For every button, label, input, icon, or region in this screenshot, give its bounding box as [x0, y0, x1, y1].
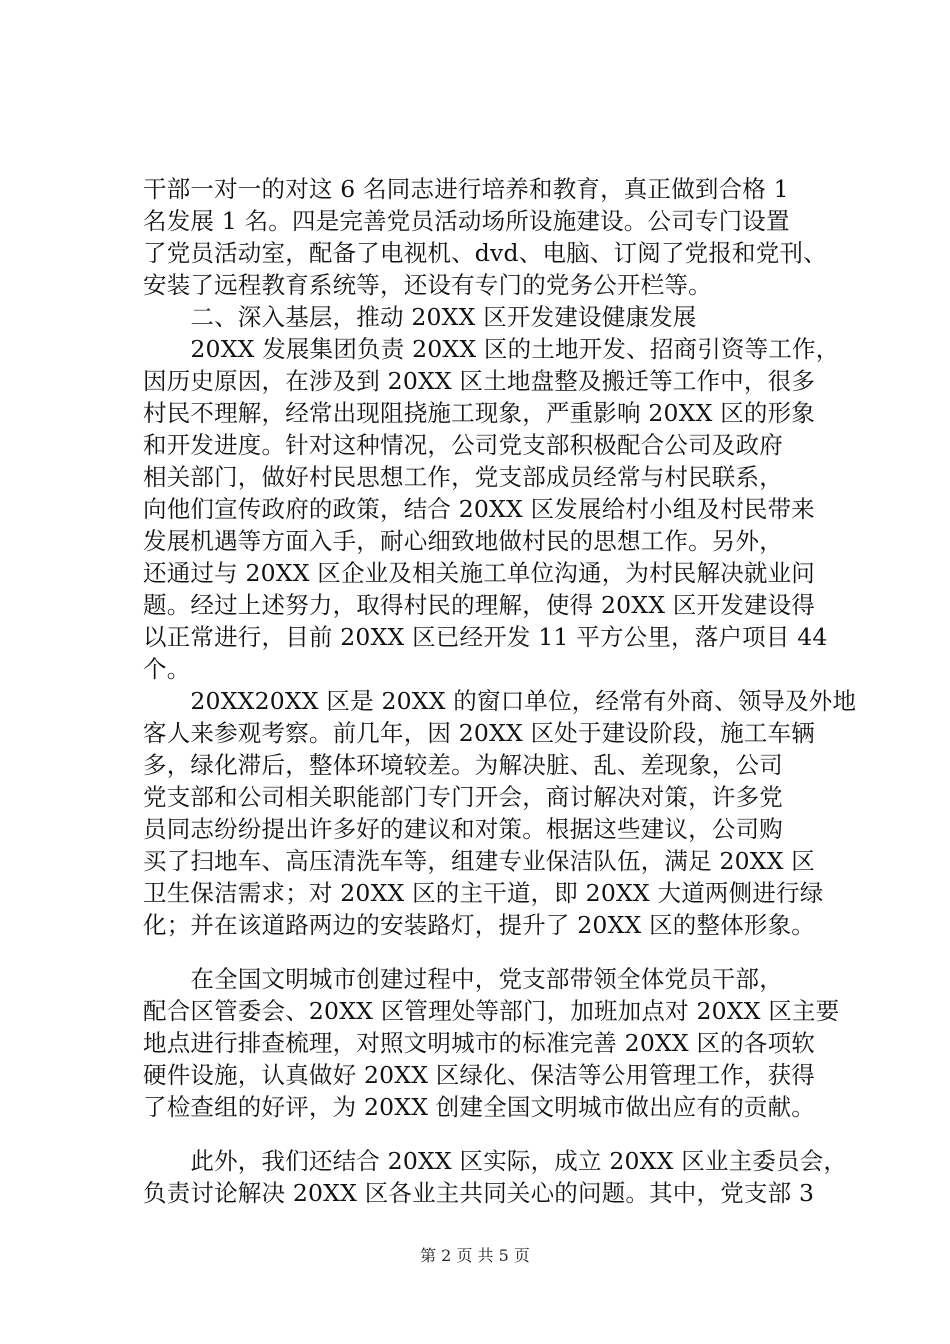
body-text-line: 在全国文明城市创建过程中，党支部带领全体党员干部，	[143, 965, 783, 993]
body-text-line: 题。经过上述努力，取得村民的理解，使得 20XX 区开发建设得	[143, 591, 816, 619]
section-heading: 二、深入基层，推动 20XX 区开发建设健康发展	[143, 303, 697, 331]
body-text-line: 20XX 发展集团负责 20XX 区的土地开发、招商引资等工作，	[143, 335, 840, 363]
body-text-line: 地点进行排查梳理，对照文明城市的标准完善 20XX 区的各项软	[143, 1029, 816, 1057]
body-text-line: 个。	[143, 655, 191, 683]
body-text-line: 配合区管委会、20XX 区管理处等部门，加班加点对 20XX 区主要	[143, 997, 840, 1025]
body-text-line: 了党员活动室，配备了电视机、dvd、电脑、订阅了党报和党刊、	[143, 239, 827, 267]
body-text-line: 此外，我们还结合 20XX 区实际，成立 20XX 区业主委员会，	[143, 1147, 848, 1175]
body-text-line: 安装了远程教育系统等，还设有专门的党务公开栏等。	[143, 271, 712, 299]
body-text-line: 了检查组的好评，为 20XX 创建全国文明城市做出应有的贡献。	[143, 1093, 816, 1121]
body-text-line: 卫生保洁需求；对 20XX 区的主干道，即 20XX 大道两侧进行绿	[143, 879, 824, 907]
body-text-line: 多，绿化滞后，整体环境较差。为解决脏、乱、差现象，公司	[143, 751, 783, 779]
body-text-line: 村民不理解，经常出现阻挠施工现象，严重影响 20XX 区的形象	[143, 399, 816, 427]
body-text-line: 负责讨论解决 20XX 区各业主共同关心的问题。其中，党支部 3	[143, 1179, 815, 1207]
body-text-line: 20XX20XX 区是 20XX 的窗口单位，经常有外商、领导及外地	[143, 687, 857, 715]
body-text-line: 名发展 1 名。四是完善党员活动场所设施建设。公司专门设置	[143, 207, 790, 235]
body-text-line: 买了扫地车、高压清洗车等，组建专业保洁队伍，满足 20XX 区	[143, 847, 816, 875]
body-text-line: 因历史原因，在涉及到 20XX 区土地盘整及搬迁等工作中，很多	[143, 367, 816, 395]
body-text-line: 客人来参观考察。前几年，因 20XX 区处于建设阶段，施工车辆	[143, 719, 816, 747]
body-text-line: 向他们宣传政府的政策，结合 20XX 区发展给村小组及村民带来	[143, 495, 816, 523]
body-text-line: 发展机遇等方面入手，耐心细致地做村民的思想工作。另外，	[143, 527, 783, 555]
body-text-line: 硬件设施，认真做好 20XX 区绿化、保洁等公用管理工作，获得	[143, 1061, 816, 1089]
body-text-line: 还通过与 20XX 区企业及相关施工单位沟通，为村民解决就业问	[143, 559, 816, 587]
page-number-footer: 第 2 页 共 5 页	[420, 1246, 530, 1265]
body-text-line: 以正常进行，目前 20XX 区已经开发 11 平方公里，落户项目 44	[143, 623, 828, 651]
body-text-line: 和开发进度。针对这种情况，公司党支部积极配合公司及政府	[143, 431, 783, 459]
body-text-line: 员同志纷纷提出许多好的建议和对策。根据这些建议，公司购	[143, 815, 783, 843]
body-text-line: 相关部门，做好村民思想工作，党支部成员经常与村民联系，	[143, 463, 783, 491]
body-text-line: 化；并在该道路两边的安装路灯，提升了 20XX 区的整体形象。	[143, 911, 816, 939]
body-text-line: 党支部和公司相关职能部门专门开会，商讨解决对策，许多党	[143, 783, 783, 811]
body-text-line: 干部一对一的对这 6 名同志进行培养和教育，真正做到合格 1	[143, 175, 789, 203]
